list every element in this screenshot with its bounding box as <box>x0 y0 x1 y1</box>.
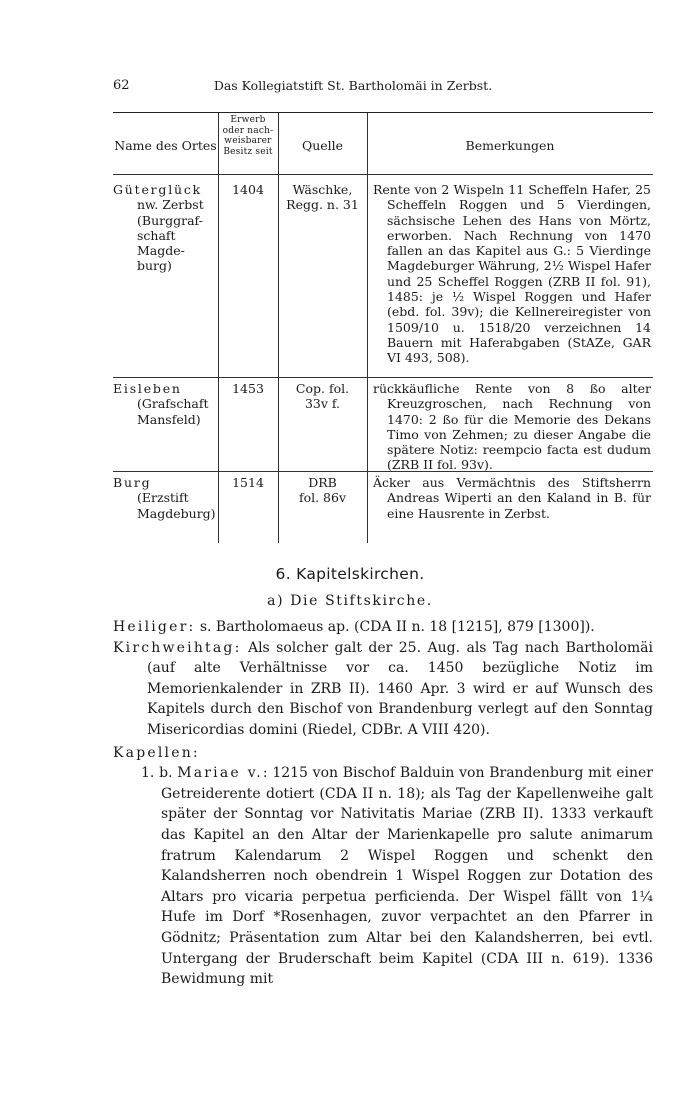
table-row-remark <box>373 381 651 473</box>
table-row-place <box>113 475 218 521</box>
place-detail: (Erzstift <box>137 490 189 506</box>
column-header-source: Quelle <box>301 138 344 153</box>
place-detail: (Burggraf- <box>137 212 203 228</box>
table-top-rule <box>113 112 653 113</box>
source-line: DRB <box>308 475 337 490</box>
table-row-source <box>278 182 367 213</box>
entry-kirchweihtag <box>113 638 653 741</box>
running-head <box>113 78 593 96</box>
column-header-place: Name des Ortes <box>114 138 217 153</box>
table-row-year: 1453 <box>232 381 264 396</box>
entry-text: s. Bartholomaeus ap. (CDA II n. 18 [1215], 879 [1300]). <box>195 619 595 635</box>
place-detail: burg) <box>137 258 172 274</box>
header-line: oder nach- <box>222 125 274 136</box>
table-row-place <box>113 381 218 427</box>
place-name: Güterglück <box>113 182 203 197</box>
entry-label: Kapellen: <box>113 744 200 761</box>
source-line: Cop. fol. <box>295 381 350 396</box>
entry-kapellen <box>113 743 653 764</box>
place-name: Eisleben <box>113 381 182 396</box>
remark-text: Äcker aus Vermächtnis des Stiftsherrn Andreas Wiperti an den Kaland in B. für eine Hausrente in Zerbst. <box>373 475 651 521</box>
source-line: Regg. n. 31 <box>286 197 359 213</box>
entry-label: Kirchweihtag: <box>113 639 242 656</box>
table-row-remark <box>373 475 651 521</box>
subsection-title: a) Die Stiftskirche. <box>267 593 433 609</box>
source-line: fol. 86v <box>298 490 347 506</box>
header-line: weisbarer <box>224 136 272 146</box>
place-detail: (Grafschaft <box>137 396 209 412</box>
header-line: Besitz seit <box>223 146 273 157</box>
place-detail: schaft Magde- <box>137 227 185 259</box>
table-row-place <box>113 182 218 274</box>
column-divider <box>367 113 368 543</box>
item-name-prefix: b. <box>159 765 178 782</box>
place-detail: nw. Zerbst <box>137 197 204 213</box>
place-detail: Mansfeld) <box>137 411 201 427</box>
chapel-item <box>113 763 653 990</box>
table-row-year: 1514 <box>232 475 264 490</box>
table-row-source <box>278 475 367 506</box>
column-header-acquired <box>218 115 278 157</box>
body-text <box>113 617 653 990</box>
row-divider <box>113 377 653 378</box>
source-line: 33v f. <box>304 396 341 412</box>
remark-text: Rente von 2 Wispeln 11 Scheffeln Hafer, 25 Scheffeln Roggen und 5 Vierdingen, sächsische Lehen des Hans von Mörtz, erworben. Nach Rechnung von 1470 fallen an das Kapitel aus G.: 5 Vierdinge Magdeburger Währung, 2½ Wispel Hafer und 25 Scheffel Roggen (ZRB II fol. 91), 1485: je ½ Wispel Roggen und Hafer (ebd. fol. 39v); die Kellnereiregister von 1509/10 u. 1518/20 verzeichnen 14 Bauern mit Haferabgaben (StAZe, GAR VI 493, 508). <box>373 182 651 366</box>
place-name: Burg <box>113 475 152 490</box>
table-row-remark <box>373 182 651 366</box>
item-number: 1. <box>141 765 155 782</box>
header-line: Erwerb <box>230 115 266 125</box>
remark-text: rückkäufliche Rente von 8 ßo alter Kreuzgroschen, nach Rechnung von 1470: 2 ßo für die Memorie des Dekans Timo von Zehmen; zu dieser Angabe die spätere Notiz: reempcio facta est dudum (ZRB II fol. 93v). <box>373 381 651 473</box>
page-number: 62 <box>113 78 130 93</box>
table-header-rule <box>113 174 653 175</box>
table-row-source <box>278 381 367 412</box>
column-header-remarks: Bemerkungen <box>465 138 555 153</box>
entry-text: Als solcher galt der 25. Aug. als Tag nach Bartholomäi (auf alte Verhältnisse vor ca. 1450 bezügliche Notiz im Memorienkalender in ZRB II). 1460 Apr. 3 wird er auf Wunsch des Kapitels durch den Bischof von Brandenburg verlegt auf den Sonntag Misericordias domini (Riedel, CDBr. A VIII 420). <box>147 639 653 738</box>
section-title: 6. Kapitelskirchen. <box>275 565 425 583</box>
table-row-year: 1404 <box>232 182 264 197</box>
running-title: Das Kollegiatstift St. Bartholomäi in Zerbst. <box>213 78 493 93</box>
item-name: Mariae v. <box>177 765 263 782</box>
entry-label: Heiliger: <box>113 619 196 635</box>
place-detail: Magdeburg) <box>137 505 216 521</box>
entry-heiliger <box>113 617 653 638</box>
item-text: : 1215 von Bischof Balduin von Brandenburg mit einer Getreiderente dotiert (CDA II n. 18); als Tag der Kapellenweihe galt später der Sonntag vor Nativitatis Mariae (ZRB II). 1333 verkauft das Kapitel an den Altar der Marienkapelle pro salute animarum fratrum Kalendarum 2 Wispel Roggen und schenkt den Kalandsherren noch obendrein 1 Wispel Roggen zur Dotation des Altars pro vicaria perpetua perficienda. Der Wispel fällt von 1¼ Hufe im Dorf *Rosenhagen, zuvor verpachtet an den Pfarrer in Gödnitz; Präsentation zum Altar bei den Kalandsherren, bei evtl. Untergang der Bruderschaft beim Kapitel (CDA III n. 619). 1336 Bewidmung mit <box>161 765 653 988</box>
source-line: Wäschke, <box>292 182 353 197</box>
